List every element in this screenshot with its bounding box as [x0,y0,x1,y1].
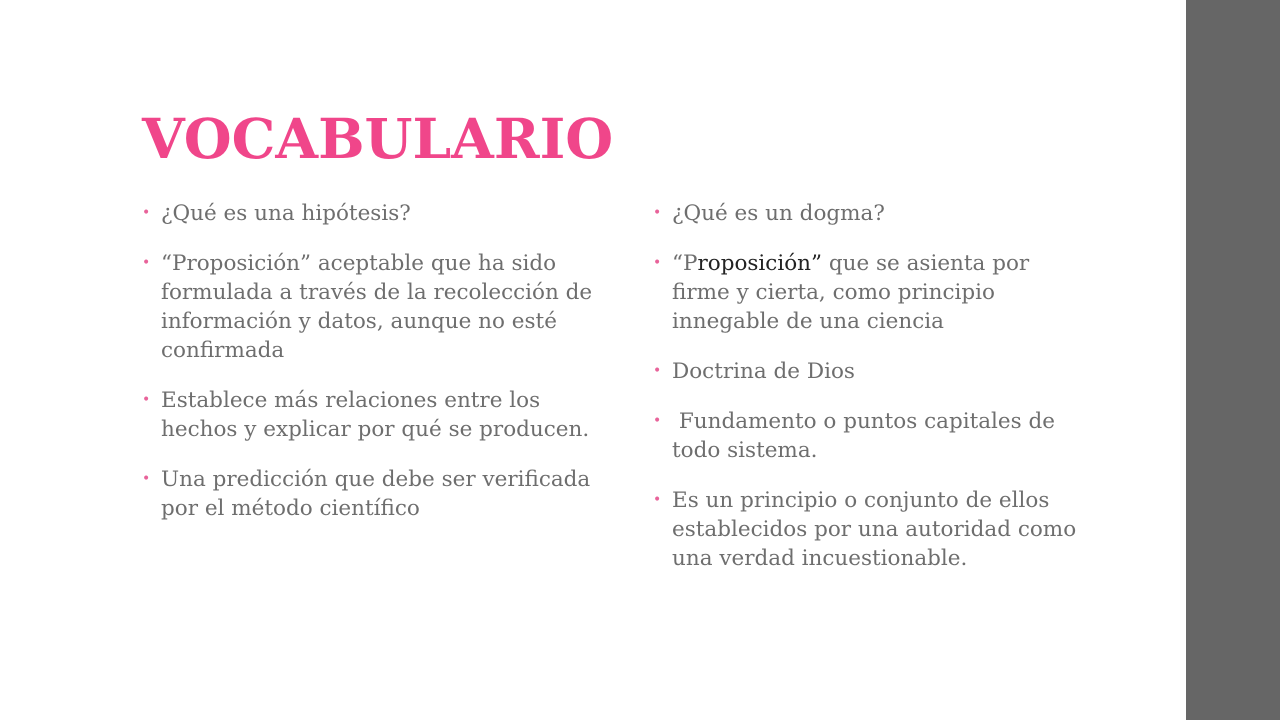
bullet-text: ¿Qué es una hipótesis? [161,201,411,226]
bullet-icon: • [142,392,151,408]
bullet-text: Doctrina de Dios [672,359,855,384]
bullet-icon: • [142,205,151,221]
bullet-icon: • [653,255,662,271]
bullet-text: Establece más relaciones entre los hechos y explicar por qué se producen. [161,388,590,442]
bullet-icon: • [653,205,662,221]
bullet-item [653,199,1083,228]
bullet-text-highlight: roposición” [697,251,823,276]
bullet-item [142,249,597,365]
bullet-item [653,249,1083,336]
bullet-item [142,465,597,523]
bullet-icon: • [653,492,662,508]
bullet-text-suffix: que se asienta por firme y cierta, como principio innegable de una ciencia [672,251,1030,334]
bullet-text [672,251,1029,334]
bullet-icon: • [653,363,662,379]
bullet-text: ¿Qué es un dogma? [672,201,885,226]
bullet-item [142,199,597,228]
bullet-icon: • [142,471,151,487]
bullet-item [653,357,1083,386]
bullet-text: Una predicción que debe ser verificada por el método científico [161,467,591,521]
bullet-item [142,386,597,444]
bullet-text: Es un principio o conjunto de ellos establecidos por una autoridad como una verdad incuestionable. [672,488,1077,571]
bullet-text: Fundamento o puntos capitales de todo sistema. [672,409,1062,463]
bullet-icon: • [653,413,662,429]
slide-title: VOCABULARIO [142,106,614,171]
side-accent-bar [1186,0,1280,720]
dogma-bullet-list [653,199,1083,594]
bullet-item [653,486,1083,573]
hypothesis-bullet-list [142,199,597,544]
bullet-text: “Proposición” aceptable que ha sido formulada a través de la recolección de información y datos, aunque no esté confirmada [161,251,593,363]
bullet-item [653,407,1083,465]
bullet-text-prefix: “P [672,251,698,276]
bullet-icon: • [142,255,151,271]
